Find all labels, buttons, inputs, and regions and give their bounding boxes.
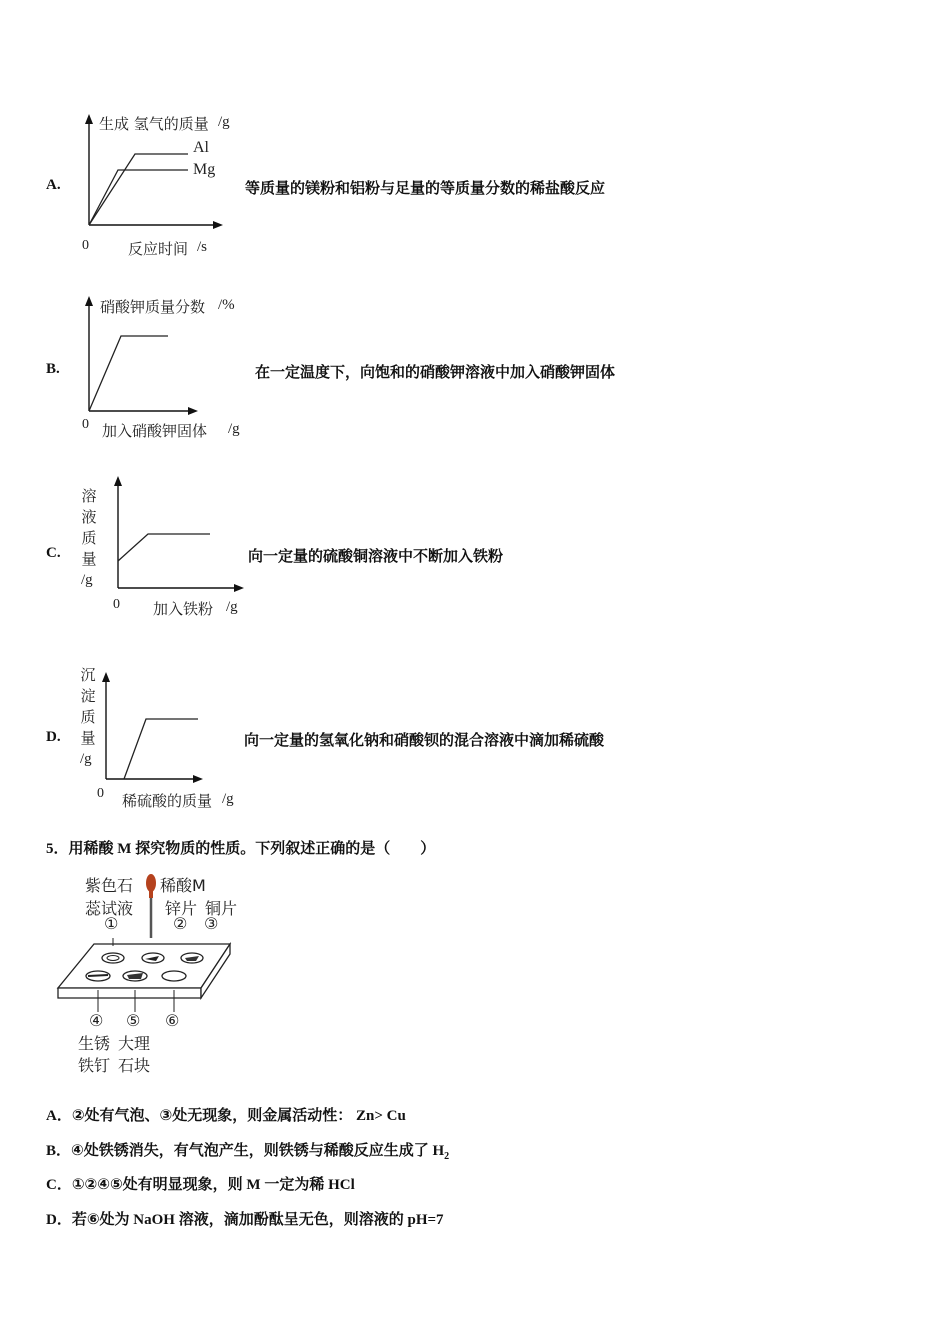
graph-b-xlabel: 加入硝酸钾固体	[102, 422, 208, 440]
graph-d	[96, 670, 226, 790]
answer-c: C．①②④⑤处有明显现象，则 M 一定为稀 HCl	[46, 1175, 355, 1193]
graph-c-yunit: /g	[81, 572, 93, 588]
graph-c-zero: 0	[113, 597, 120, 612]
well-6	[162, 971, 186, 981]
graph-d-xunit: /g	[222, 791, 234, 807]
label-marble-line2: 石块	[118, 1056, 151, 1075]
graph-a-ylabel: 生成 氢气的质量	[99, 115, 209, 133]
graph-b-xunit: /g	[228, 421, 240, 437]
solution-mass-curve	[118, 534, 210, 561]
al-curve	[89, 154, 188, 225]
answer-d: D．若⑥处为 NaOH 溶液，滴加酚酞呈无色，则溶液的 pH=7	[46, 1210, 444, 1228]
circle-label-5: ⑤	[126, 1011, 141, 1030]
graph-d-ylabel: 沉淀质量	[80, 666, 96, 747]
mg-curve	[89, 170, 188, 225]
graph-c-ylabel: 溶液质量	[81, 487, 97, 568]
graph-b-zero: 0	[82, 417, 89, 432]
label-rusty-nail-line1: 生锈	[78, 1034, 111, 1053]
well-1	[102, 953, 124, 963]
graph-a-yunit: /g	[218, 114, 230, 130]
precipitate-curve	[124, 719, 198, 779]
option-letter-c: C.	[46, 545, 61, 561]
option-letter-b: B.	[46, 361, 60, 377]
graph-b-yunit: /%	[218, 297, 235, 313]
question-number: 5．	[46, 841, 69, 857]
answer-b: B．④处铁锈消失，有气泡产生，则铁锈与稀酸反应生成了 $H_2$	[46, 1141, 450, 1162]
graph-a-zero: 0	[82, 238, 89, 253]
circle-label-1: ①	[104, 914, 119, 933]
option-c-description: 向一定量的硫酸铜溶液中不断加入铁粉	[248, 547, 504, 565]
label-litmus-line1: 紫色石	[85, 876, 134, 895]
circle-label-3: ③	[204, 914, 219, 933]
kno3-curve	[89, 336, 168, 411]
circle-label-2: ②	[173, 914, 188, 933]
graph-a-xunit: /s	[197, 239, 208, 255]
label-dilute-acid-m: 稀酸M	[160, 876, 206, 895]
option-b-description: 在一定温度下，向饱和的硝酸钾溶液中加入硝酸钾固体	[255, 363, 616, 381]
option-a-description: 等质量的镁粉和铝粉与足量的等质量分数的稀盐酸反应	[245, 179, 606, 197]
label-marble-line1: 大理	[118, 1034, 151, 1053]
graph-c-xlabel: 加入铁粉	[153, 600, 214, 618]
option-letter-d: D.	[46, 729, 61, 745]
series-label-al: Al	[193, 139, 209, 156]
series-label-mg: Mg	[193, 161, 216, 178]
graph-c	[108, 474, 258, 594]
label-zinc-sheet: 锌片	[165, 899, 198, 918]
graph-c-xunit: /g	[226, 599, 238, 615]
graph-b-ylabel: 硝酸钾质量分数	[100, 298, 206, 316]
graph-a-xlabel: 反应时间	[128, 240, 189, 258]
circle-label-4: ④	[89, 1011, 104, 1030]
question-5-stem: 5．用稀酸 M 探究物质的性质。下列叙述正确的是（ ）	[46, 839, 436, 857]
label-litmus-line2: 蕊试液	[85, 899, 134, 918]
label-copper-sheet: 铜片	[205, 899, 238, 918]
label-rusty-nail-line2: 铁钉	[78, 1056, 111, 1075]
option-d-description: 向一定量的氢氧化钠和硝酸钡的混合溶液中滴加稀硫酸	[244, 731, 605, 749]
option-letter-a: A.	[46, 177, 61, 193]
circle-label-6: ⑥	[165, 1011, 180, 1030]
graph-d-zero: 0	[97, 786, 104, 801]
answer-a: A．②处有气泡、③处无现象，则金属活动性： Zn> Cu	[46, 1106, 406, 1124]
graph-d-yunit: /g	[80, 751, 92, 767]
graph-d-xlabel: 稀硫酸的质量	[122, 792, 213, 810]
